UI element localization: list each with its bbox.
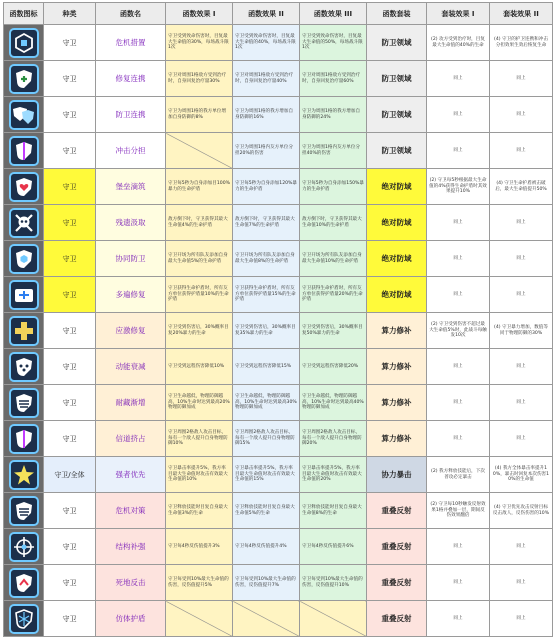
function-icon-cell xyxy=(4,493,44,529)
table-row xyxy=(4,169,553,205)
function-name-cell: 修复连携 xyxy=(96,61,166,97)
kind-cell: 守卫/全体 xyxy=(44,457,96,493)
function-name-cell: 信道挤占 xyxy=(96,421,166,457)
effect-2-cell: 守卫生命越低，物理防御越高，10%生命时达到最高30%物理防御加成 xyxy=(233,385,300,421)
shield-lines-icon xyxy=(9,388,39,418)
function-name-cell: 动能衰减 xyxy=(96,349,166,385)
table-row xyxy=(4,493,553,529)
skill-table xyxy=(3,2,553,637)
function-name-cell: 多遍修复 xyxy=(96,277,166,313)
shield-mesh-icon xyxy=(9,604,39,634)
function-name-cell: 危机对策 xyxy=(96,493,166,529)
table-row xyxy=(4,421,553,457)
shield-link-icon xyxy=(9,100,39,130)
table-row xyxy=(4,349,553,385)
table-row xyxy=(4,457,553,493)
table-header-row xyxy=(4,3,553,25)
kind-cell: 守卫 xyxy=(44,421,96,457)
function-icon-cell xyxy=(4,277,44,313)
effect-3-cell: 守卫受到远程伤害降低20% xyxy=(300,349,367,385)
header-effect-2: 函数效果 II xyxy=(233,3,300,25)
effect-2-cell: 守卫每5秒为自身添加120%暴力的生命护盾 xyxy=(233,169,300,205)
function-icon-cell xyxy=(4,421,44,457)
effect-1-cell: 守卫为周围1格的我方单位增加自身防御的8% xyxy=(166,97,233,133)
effect-2-cell xyxy=(233,601,300,637)
effect-3-cell: 守卫暴击率提升5%，我方率目最大生命值时攻击有效最大生命值的20% xyxy=(300,457,367,493)
set-effect-2-cell: 同上 xyxy=(490,601,553,637)
set-effect-1-cell: 同上 xyxy=(427,385,490,421)
effect-1-cell: 守卫生命越低，物理防御越高，10%生命时达到最高20%物理防御加成 xyxy=(166,385,233,421)
set-effect-1-cell: 同上 xyxy=(427,61,490,97)
set-effect-2-cell: 同上 xyxy=(490,61,553,97)
set-name-cell: 防卫领域 xyxy=(367,97,427,133)
table-row xyxy=(4,97,553,133)
function-icon-cell xyxy=(4,97,44,133)
kind-cell: 守卫 xyxy=(44,205,96,241)
set-effect-2-cell: 同上 xyxy=(490,385,553,421)
table-row xyxy=(4,133,553,169)
set-name-cell: 绝对防域 xyxy=(367,205,427,241)
kind-cell: 守卫 xyxy=(44,277,96,313)
function-icon-cell xyxy=(4,313,44,349)
effect-2-cell: 守卫受到致命伤害时，目复最大生命值的40%，每场战斗限1次 xyxy=(233,25,300,61)
set-effect-1-cell: 同上 xyxy=(427,529,490,565)
table-row xyxy=(4,529,553,565)
effect-2-cell: 守卫周围2格敌人攻击目标，每有一个敌人提升自身物理防御15% xyxy=(233,421,300,457)
set-effect-1-cell: (2) 守卫每5秒根据最大生命值的4%获得生命护盾时其效果提升10% xyxy=(427,169,490,205)
function-icon-cell xyxy=(4,565,44,601)
effect-1-cell: 守卫受到远程伤害降低10% xyxy=(166,349,233,385)
function-name-cell: 强者优先 xyxy=(96,457,166,493)
effect-3-cell: 守卫受到致命伤害时，目复最大生命值的50%，每场战斗限1次 xyxy=(300,25,367,61)
skull-crossbones-icon xyxy=(9,208,39,238)
function-name-cell: 仿体护盾 xyxy=(96,601,166,637)
effect-3-cell: 守卫为周围1格的我方增加自身防御的24% xyxy=(300,97,367,133)
effect-2-cell: 守卫每受到10%最大生命值的伤害，反伤值提升7% xyxy=(233,565,300,601)
shield-hexagon-icon xyxy=(9,244,39,274)
set-name-cell: 协力暴击 xyxy=(367,457,427,493)
function-name-cell: 耐藏渐增 xyxy=(96,385,166,421)
effect-2-cell: 守卫对周围1格敌方受到治疗时，自身回复治疗量40% xyxy=(233,61,300,97)
effect-2-cell: 守卫开场为所有队友添加自身最大生命值8%的生命护盾 xyxy=(233,241,300,277)
effect-2-cell: 守卫每4秒反伤值提升4% xyxy=(233,529,300,565)
set-effect-1-cell: (2) 我方释放技能后，下次普攻必定暴击 xyxy=(427,457,490,493)
function-name-cell: 结构补强 xyxy=(96,529,166,565)
set-effect-2-cell: (4) 我方全体暴击率提升10%，暴击时回复本次伤害10%的生命值 xyxy=(490,457,553,493)
effect-3-cell: 守卫生命越低，物理防御越高，10%生命时达到最高40%物理防御加成 xyxy=(300,385,367,421)
function-icon-cell xyxy=(4,601,44,637)
set-effect-1-cell: 同上 xyxy=(427,241,490,277)
function-icon-cell xyxy=(4,457,44,493)
function-name-cell: 堡垒滴筑 xyxy=(96,169,166,205)
set-effect-2-cell: (4) 守卫暴力增加，数值等同于物理防御的30% xyxy=(490,313,553,349)
function-icon-cell xyxy=(4,349,44,385)
kind-cell: 守卫 xyxy=(44,61,96,97)
set-effect-1-cell: 同上 xyxy=(427,97,490,133)
header-kind: 种类 xyxy=(44,3,96,25)
function-icon-cell xyxy=(4,241,44,277)
kind-cell: 守卫 xyxy=(44,97,96,133)
function-icon-cell xyxy=(4,529,44,565)
effect-3-cell: 守卫每4秒反伤值提升6% xyxy=(300,529,367,565)
header-effect-3: 函数效果 III xyxy=(300,3,367,25)
table-row xyxy=(4,205,553,241)
function-icon-cell xyxy=(4,385,44,421)
header-set-effect-2: 套装效果 II xyxy=(490,3,553,25)
function-icon-cell xyxy=(4,169,44,205)
header-name: 函数名 xyxy=(96,3,166,25)
kind-cell: 守卫 xyxy=(44,349,96,385)
set-effect-1-cell: (2) 守卫受到伤害不超过最大生命值5%时，此战斗每触发10次 xyxy=(427,313,490,349)
effect-3-cell: 守卫释放技能时目复自身最大生命值8%的生命 xyxy=(300,493,367,529)
set-effect-2-cell: 同上 xyxy=(490,349,553,385)
set-effect-1-cell: 同上 xyxy=(427,205,490,241)
kind-cell: 守卫 xyxy=(44,241,96,277)
function-name-cell: 残遗汲取 xyxy=(96,205,166,241)
effect-3-cell: 守卫获得生命护盾时，所有友方单位获得护盾量20%的生命护盾 xyxy=(300,277,367,313)
table-row xyxy=(4,277,553,313)
kind-cell: 守卫 xyxy=(44,565,96,601)
set-effect-1-cell: 同上 xyxy=(427,349,490,385)
set-effect-2-cell: 同上 xyxy=(490,97,553,133)
kind-cell: 守卫 xyxy=(44,385,96,421)
kind-cell: 守卫 xyxy=(44,133,96,169)
effect-2-cell: 守卫获得生命护盾时，所有友方单位获得护盾量15%的生命护盾 xyxy=(233,277,300,313)
effect-2-cell: 敌方倒下时，守卫获得其最大生命值7%的生命护盾 xyxy=(233,205,300,241)
effect-1-cell: 守卫每4秒反伤值提升3% xyxy=(166,529,233,565)
set-name-cell: 重叠反射 xyxy=(367,493,427,529)
set-effect-1-cell: 同上 xyxy=(427,133,490,169)
shield-split-icon xyxy=(9,136,39,166)
set-effect-1-cell: (2) 守卫每10秒触发反射效果1格并叠加一层，期间反伤效果翻倍 xyxy=(427,493,490,529)
set-name-cell: 重叠反射 xyxy=(367,565,427,601)
effect-2-cell: 守卫受到伤害后，30%概率目复35%暴力的生命 xyxy=(233,313,300,349)
table-row xyxy=(4,241,553,277)
set-name-cell: 绝对防域 xyxy=(367,169,427,205)
effect-3-cell: 守卫每5秒为自身添加150%暴力的生命护盾 xyxy=(300,169,367,205)
hexagon-shield-icon xyxy=(9,28,39,58)
function-icon-cell xyxy=(4,25,44,61)
function-name-cell: 危机措置 xyxy=(96,25,166,61)
function-name-cell: 死地反击 xyxy=(96,565,166,601)
effect-1-cell xyxy=(166,133,233,169)
shield-heal-icon xyxy=(9,64,39,94)
set-name-cell: 防卫领域 xyxy=(367,61,427,97)
effect-2-cell: 守卫为周围1格内友方单位分担20%的伤害 xyxy=(233,133,300,169)
effect-3-cell: 守卫每受到10%最大生命值的伤害，反伤值提升10% xyxy=(300,565,367,601)
function-icon-cell xyxy=(4,133,44,169)
shield-lines-icon xyxy=(9,496,39,526)
function-name-cell: 冲击分担 xyxy=(96,133,166,169)
shield-arrows-icon xyxy=(9,568,39,598)
effect-3-cell xyxy=(300,601,367,637)
function-name-cell: 协同防卫 xyxy=(96,241,166,277)
set-name-cell: 重叠反射 xyxy=(367,601,427,637)
set-effect-1-cell: 同上 xyxy=(427,277,490,313)
effect-3-cell: 守卫开场为所有队友添加自身最大生命值10%的生命护盾 xyxy=(300,241,367,277)
kind-cell: 守卫 xyxy=(44,169,96,205)
shield-dots-icon xyxy=(9,352,39,382)
effect-1-cell: 守卫释放技能时目复自身最大生命值3%的生命 xyxy=(166,493,233,529)
table-row xyxy=(4,565,553,601)
header-set: 函数套装 xyxy=(367,3,427,25)
effect-3-cell: 守卫受到伤害后，30%概率目复50%暴力的生命 xyxy=(300,313,367,349)
effect-1-cell: 守卫获得生命护盾时，所有友方单位获得护盾量10%的生命护盾 xyxy=(166,277,233,313)
effect-1-cell: 守卫周围2格敌人攻击目标，每有一个敌人提升自身物理防御10% xyxy=(166,421,233,457)
effect-1-cell: 敌方倒下时，守卫获得其最大生命值4%的生命护盾 xyxy=(166,205,233,241)
set-name-cell: 防卫领域 xyxy=(367,133,427,169)
set-effect-2-cell: (4) 守卫优先攻击反射目标反击敌人，反伤伤害的10% xyxy=(490,493,553,529)
set-name-cell: 绝对防域 xyxy=(367,241,427,277)
set-effect-2-cell: 同上 xyxy=(490,241,553,277)
star-burst-icon xyxy=(9,460,39,490)
set-name-cell: 算力修补 xyxy=(367,385,427,421)
effect-1-cell: 守卫受到致命伤害时，目复最大生命值的30%，每场战斗限1次 xyxy=(166,25,233,61)
shield-split-icon xyxy=(9,424,39,454)
effect-1-cell: 守卫每5秒为自身添加目100%暴力的生命护盾 xyxy=(166,169,233,205)
set-effect-1-cell: 同上 xyxy=(427,565,490,601)
set-name-cell: 防卫领域 xyxy=(367,25,427,61)
effect-2-cell: 守卫为周围1格的我方增加自身防御的16% xyxy=(233,97,300,133)
set-name-cell: 算力修补 xyxy=(367,421,427,457)
set-name-cell: 算力修补 xyxy=(367,313,427,349)
set-name-cell: 算力修补 xyxy=(367,349,427,385)
kind-cell: 守卫 xyxy=(44,313,96,349)
shield-heart-icon xyxy=(9,172,39,202)
set-effect-2-cell: 同上 xyxy=(490,205,553,241)
kind-cell: 守卫 xyxy=(44,601,96,637)
header-set-effect-1: 套装效果 I xyxy=(427,3,490,25)
kind-cell: 守卫 xyxy=(44,529,96,565)
set-effect-2-cell: 同上 xyxy=(490,565,553,601)
set-effect-1-cell: 同上 xyxy=(427,601,490,637)
circuit-crosshair-icon xyxy=(9,532,39,562)
header-effect-1: 函数效果 I xyxy=(166,3,233,25)
function-icon-cell xyxy=(4,61,44,97)
set-name-cell: 重叠反射 xyxy=(367,529,427,565)
set-effect-2-cell: (4) 守卫生命护盾被击破后，最大生命值提升50% xyxy=(490,169,553,205)
set-effect-2-cell: 同上 xyxy=(490,133,553,169)
set-name-cell: 绝对防域 xyxy=(367,277,427,313)
set-effect-1-cell: 同上 xyxy=(427,421,490,457)
effect-1-cell: 守卫暴击率提升5%，我方率目最大生命值时攻击有效最大生命值的10% xyxy=(166,457,233,493)
effect-1-cell: 守卫每受到10%最大生命值的伤害，反伤值提升5% xyxy=(166,565,233,601)
set-effect-2-cell: 同上 xyxy=(490,529,553,565)
plus-cross-icon xyxy=(9,316,39,346)
function-name-cell: 防卫连携 xyxy=(96,97,166,133)
table-row xyxy=(4,601,553,637)
set-effect-1-cell: (2) 攻方受到治疗时，目复最大生命值的40%的生命 xyxy=(427,25,490,61)
effect-3-cell: 守卫对周围1格敌方受到治疗时，自身回复治疗量60% xyxy=(300,61,367,97)
effect-3-cell: 守卫周围2格敌人攻击目标，每有一个敌人提升自身物理防御20% xyxy=(300,421,367,457)
effect-1-cell xyxy=(166,601,233,637)
shield-repair-icon xyxy=(9,280,39,310)
effect-1-cell: 守卫对周围1格敌方受到治疗时，自身回复治疗量30% xyxy=(166,61,233,97)
effect-1-cell: 守卫受到伤害后，30%概率目复20%暴力的生命 xyxy=(166,313,233,349)
table-row xyxy=(4,25,553,61)
set-effect-2-cell: 同上 xyxy=(490,421,553,457)
set-effect-2-cell: (4) 守卫的护卫连携和冲击分担效果生效后恢复生命 xyxy=(490,25,553,61)
effect-2-cell: 守卫暴击率提升5%，我方率目最大生命值时攻击有效最大生命值的15% xyxy=(233,457,300,493)
effect-3-cell: 敌方倒下时，守卫获得其最大生命值10%的生命护盾 xyxy=(300,205,367,241)
table-row xyxy=(4,61,553,97)
table-row xyxy=(4,313,553,349)
set-effect-2-cell: 同上 xyxy=(490,277,553,313)
effect-2-cell: 守卫释放技能时目复自身最大生命值5%的生命 xyxy=(233,493,300,529)
function-name-cell: 应激修复 xyxy=(96,313,166,349)
header-icon: 函数图标 xyxy=(4,3,44,25)
kind-cell: 守卫 xyxy=(44,493,96,529)
effect-3-cell: 守卫为周围1格内友方单位分担40%的伤害 xyxy=(300,133,367,169)
kind-cell: 守卫 xyxy=(44,25,96,61)
effect-2-cell: 守卫受到远程伤害降低15% xyxy=(233,349,300,385)
table-row xyxy=(4,385,553,421)
effect-1-cell: 守卫开场为所有队友添加自身最大生命值5%的生命护盾 xyxy=(166,241,233,277)
function-icon-cell xyxy=(4,205,44,241)
